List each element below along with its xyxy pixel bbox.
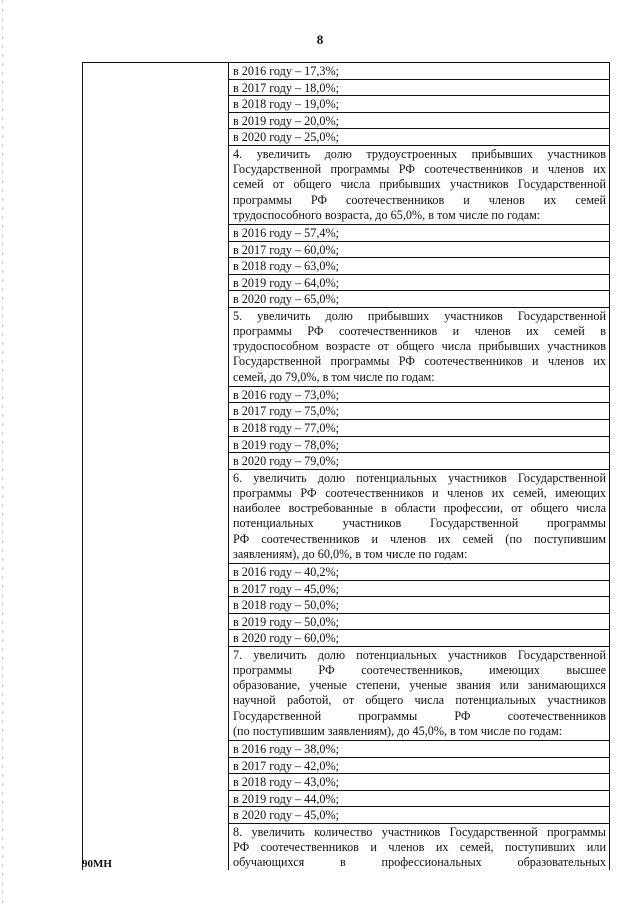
year-target-row: в 2018 году – 77,0%; [229, 420, 609, 437]
year-target-row: в 2017 году – 42,0%; [229, 758, 609, 775]
paragraph-line: семей от общего числа прибывших участников Государственной [233, 177, 606, 192]
year-target-row: в 2020 году – 25,0%; [229, 129, 609, 146]
paragraph-line: обучающихся в профессиональных образовательных [233, 855, 606, 870]
paragraph-line: Государственной программы РФ соотечественников [233, 708, 606, 723]
year-target-row: в 2020 году – 60,0%; [229, 630, 609, 647]
year-target-row: в 2019 году – 64,0%; [229, 275, 609, 292]
year-target-row: в 2017 году – 18,0%; [229, 80, 609, 97]
paragraph-line: трудоспособном возрасте от общего числа прибывших участников [233, 339, 606, 354]
paragraph-line: образование, ученые степени, ученые звания или занимающихся [233, 678, 606, 693]
year-target-row: в 2017 году – 60,0%; [229, 242, 609, 259]
paragraph-line: 8. увеличить количество участников Государственной программы [233, 824, 606, 839]
year-target-row: в 2016 году – 57,4%; [229, 225, 609, 242]
paragraph-line: 5. увеличить долю прибывших участников Государственной [233, 308, 606, 323]
scan-edge-artifact [2, 0, 3, 905]
paragraph-line: (по поступившим заявлениям), до 45,0%, в том числе по годам: [233, 723, 563, 738]
goal-paragraph [229, 308, 609, 387]
goal-paragraph [229, 647, 609, 741]
goal-paragraph [229, 146, 609, 225]
year-target-row: в 2019 году – 44,0%; [229, 791, 609, 808]
year-target-row: в 2020 году – 79,0%; [229, 453, 609, 470]
paragraph-line: потенциальных участников Государственной программы [233, 516, 606, 531]
year-target-row: в 2019 году – 50,0%; [229, 614, 609, 631]
year-target-row: в 2016 году – 38,0%; [229, 741, 609, 758]
goal-paragraph [229, 824, 609, 870]
year-target-row: в 2018 году – 50,0%; [229, 597, 609, 614]
paragraph-line: семей, до 79,0%, в том числе по годам: [233, 369, 435, 384]
year-target-row: в 2020 году – 65,0%; [229, 291, 609, 308]
paragraph-line: программы РФ соотечественников, имеющих высшее [233, 663, 606, 678]
paragraph-line: 4. увеличить долю трудоустроенных прибывших участников [233, 146, 606, 161]
year-target-row: в 2019 году – 78,0%; [229, 437, 609, 454]
paragraph-line: программы РФ соотечественников и членов их семей, имеющих [233, 485, 606, 500]
goal-paragraph [229, 470, 609, 564]
year-target-row: в 2017 году – 75,0%; [229, 403, 609, 420]
year-target-row: в 2019 году – 20,0%; [229, 113, 609, 130]
paragraph-line: наиболее востребованные в области профессии, от общего числа [233, 501, 606, 516]
table-right-column [229, 63, 609, 870]
paragraph-line: трудоспособного возраста, до 65,0%, в том числе по годам: [233, 207, 541, 222]
page-number: 8 [316, 32, 324, 47]
paragraph-line: Государственной программы РФ соотечественников и членов их [233, 354, 606, 369]
year-target-row: в 2016 году – 17,3%; [229, 63, 609, 80]
year-target-row: в 2020 году – 45,0%; [229, 807, 609, 824]
year-target-row: в 2016 году – 40,2%; [229, 564, 609, 581]
paragraph-line: программы РФ соотечественников и членов их семей [233, 192, 606, 207]
paragraph-line: 6. увеличить долю потенциальных участников Государственной [233, 470, 606, 485]
document-code: 90МН [82, 858, 112, 870]
paragraph-line: Государственной программы РФ соотечественников и членов их [233, 162, 606, 177]
table-left-column [83, 63, 229, 870]
paragraph-line: научной работой, от общего числа потенциальных участников [233, 693, 606, 708]
paragraph-line: РФ соотечественников и членов их семей (по поступившим [233, 531, 606, 546]
year-target-row: в 2018 году – 19,0%; [229, 96, 609, 113]
year-target-row: в 2018 году – 43,0%; [229, 774, 609, 791]
paragraph-line: программы РФ соотечественников и членов их семей в [233, 324, 606, 339]
paragraph-line: 7. увеличить долю потенциальных участников Государственной [233, 647, 606, 662]
paragraph-line: РФ соотечественников и членов их семей, поступивших или [233, 840, 606, 855]
paragraph-line: заявлениям), до 60,0%, в том числе по годам: [233, 546, 468, 561]
year-target-row: в 2016 году – 73,0%; [229, 387, 609, 404]
year-target-row: в 2017 году – 45,0%; [229, 581, 609, 598]
document-table [82, 62, 610, 870]
year-target-row: в 2018 году – 63,0%; [229, 258, 609, 275]
